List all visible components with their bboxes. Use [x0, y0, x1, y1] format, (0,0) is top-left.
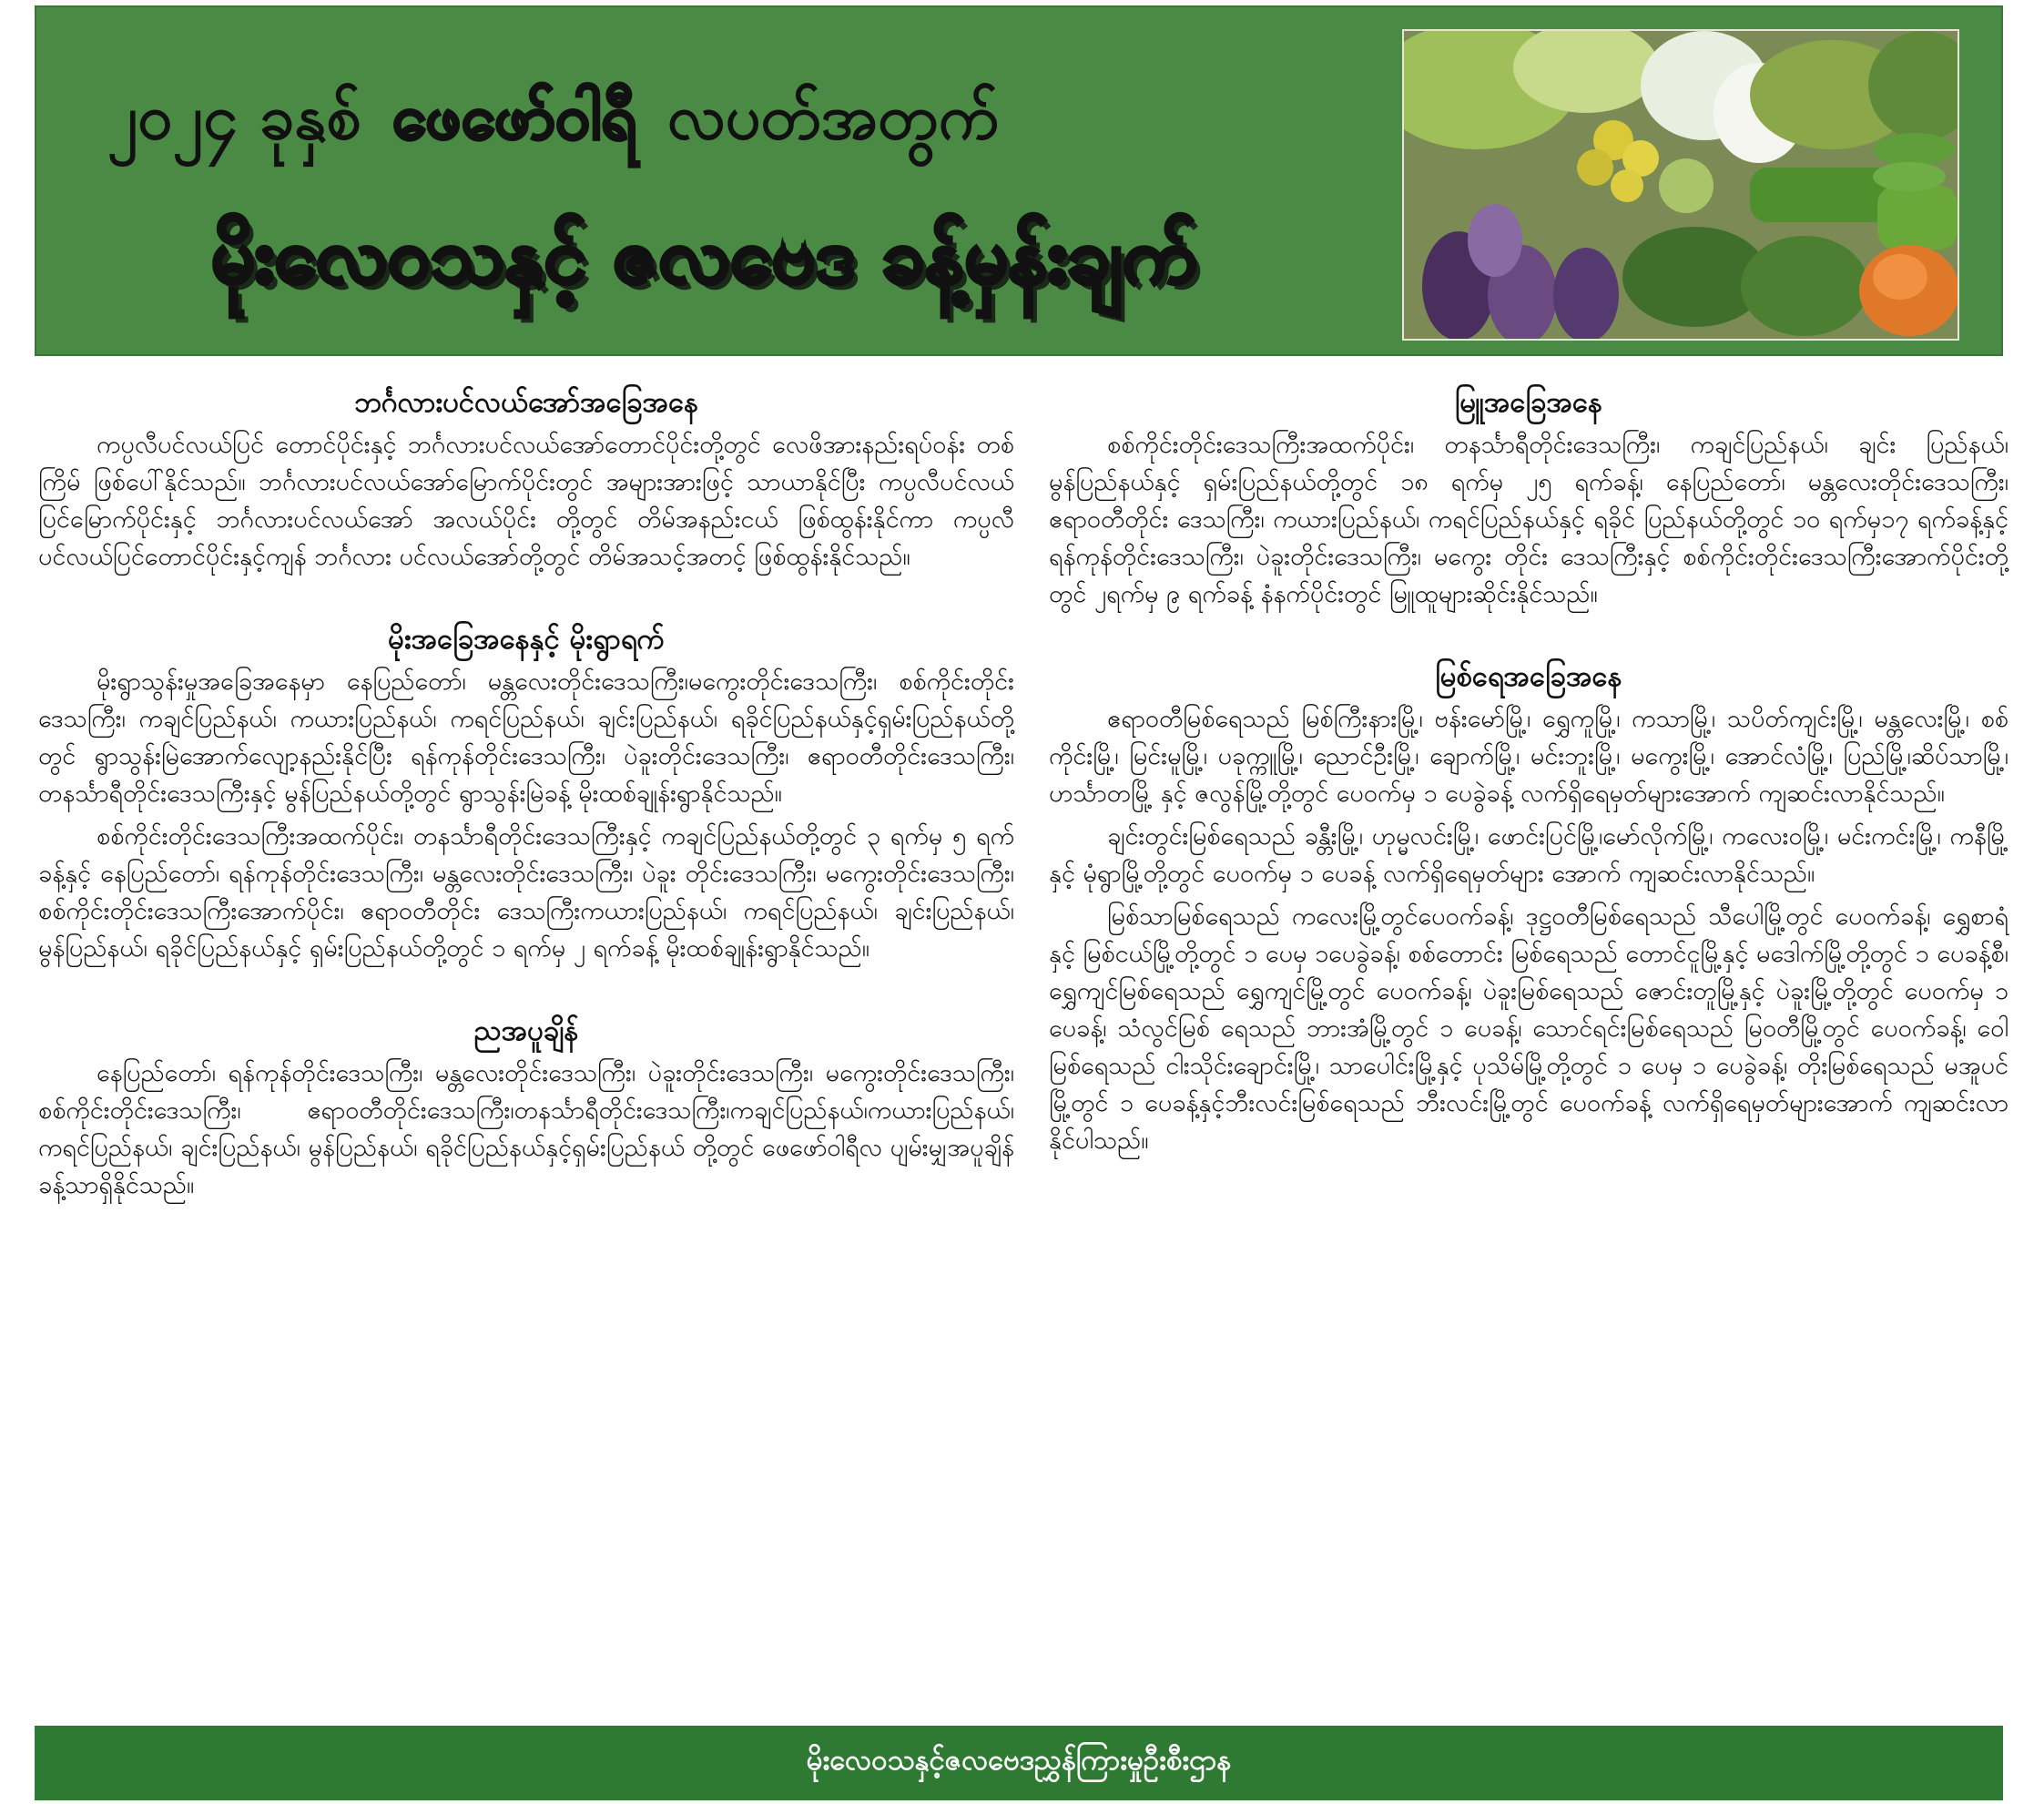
- header-banner: [35, 5, 2003, 356]
- footer-text: မိုးလေဝသနှင့်ဇလဗေဒညွှန်ကြားမှုဦးစီးဌာန: [806, 1744, 1232, 1777]
- section-heading: ဘင်္ဂလားပင်လယ်အော်အခြေအနေ: [354, 386, 698, 419]
- section-heading: မြစ်ရေအခြေအနေ: [1435, 660, 1622, 693]
- title-line-1: [107, 64, 1473, 173]
- bay-of-bengal-section: [38, 382, 1014, 576]
- river-water-section: [1049, 657, 2008, 1159]
- main-title: မိုးလေဝသနှင့် ဇလဗေဒ ခန့်မှန်းချက်: [211, 211, 1197, 301]
- title-year: ၂၀၂၄ ခုနှစ်: [107, 82, 361, 154]
- night-temperature-section: [38, 1011, 1014, 1204]
- section-heading: ညအပူချိန်: [473, 1014, 579, 1047]
- section-paragraph: ဧရာဝတီမြစ်ရေသည် မြစ်ကြီးနားမြို့၊ ဗန်းမော်မြို့၊ ရွှေကူမြို့၊ ကသာမြို့၊ သပိတ်ကျင်းမြို့၊ မန္တလေးမြို့၊ စစ်ကိုင်းမြို့၊ မြင်းမူမြို့၊ ပခုက္ကူမြို့၊ ညောင်ဦးမြို့၊ ချောက်မြို့၊ မင်းဘူးမြို့၊ မကွေးမြို့၊ အောင်လံမြို့၊ ပြည်မြို့၊ဆိပ်သာမြို့၊ ဟင်္သာတမြို့ နှင့် ဇလွန်မြို့တို့တွင် ပေဝက်မှ ၁ ပေခွဲခန့် လက်ရှိရေမှတ်များအောက် ကျဆင်းလာနိုင်သည်။: [1049, 705, 2008, 808]
- title-suffix: လပတ်အတွက်: [667, 82, 999, 154]
- section-heading: မြူအခြေအနေ: [1455, 386, 1602, 419]
- section-paragraph: စစ်ကိုင်းတိုင်းဒေသကြီးအထက်ပိုင်း၊ တနင်္သာရီတိုင်းဒေသကြီး၊ ကချင်ပြည်နယ်၊ ချင်း ပြည်နယ်၊ မွန်ပြည်နယ်နှင့် ရှမ်းပြည်နယ်တို့တွင် ၁၈ ရက်မှ ၂၅ ရက်ခန့်၊ နေပြည်တော်၊ မန္တလေးတိုင်းဒေသကြီး၊ ဧရာဝတီတိုင်း ဒေသကြီး၊ ကယားပြည်နယ်၊ ကရင်ပြည်နယ်နှင့် ရခိုင် ပြည်နယ်တို့တွင် ၁၀ ရက်မှ၁၇ ရက်ခန့်နှင့် ရန်ကုန်တိုင်းဒေသကြီး၊ ပဲခူးတိုင်းဒေသကြီး၊ မကွေး တိုင်း ဒေသကြီးနှင့် စစ်ကိုင်းတိုင်းဒေသကြီးအောက်ပိုင်းတို့တွင် ၂ရက်မှ ၉ ရက်ခန့် နံနက်ပိုင်းတွင် မြူထူများဆိုင်းနိုင်သည်။: [1049, 431, 2008, 608]
- fog-section: [1049, 382, 2008, 613]
- section-paragraph: မိုးရွာသွန်းမှုအခြေအနေမှာ နေပြည်တော်၊ မန္တလေးတိုင်းဒေသကြီး၊မကွေးတိုင်းဒေသကြီး၊ စစ်ကိုင်းတိုင်းဒေသကြီး၊ ကချင်ပြည်နယ်၊ ကယားပြည်နယ်၊ ကရင်ပြည်နယ်၊ ချင်းပြည်နယ်၊ ရခိုင်ပြည်နယ်နှင့်ရှမ်းပြည်နယ်တို့တွင် ရွာသွန်းမြဲအောက်လျော့နည်းနိုင်ပြီး ရန်ကုန်တိုင်းဒေသကြီး၊ ပဲခူးတိုင်းဒေသကြီး၊ ဧရာဝတီတိုင်းဒေသကြီး၊ တနင်္သာရီတိုင်းဒေသကြီးနှင့် မွန်ပြည်နယ်တို့တွင် ရွာသွန်းမြဲခန့် မိုးထစ်ချုန်းရွာနိုင်သည်။: [38, 668, 1014, 808]
- left-column: [38, 382, 1014, 1248]
- section-paragraph: နေပြည်တော်၊ ရန်ကုန်တိုင်းဒေသကြီး၊ မန္တလေးတိုင်းဒေသကြီး၊ ပဲခူးတိုင်းဒေသကြီး၊ မကွေးတိုင်းဒေသကြီး၊ စစ်ကိုင်းတိုင်းဒေသကြီး၊ ဧရာဝတီတိုင်းဒေသကြီး၊တနင်္သာရီတိုင်းဒေသကြီး၊ကချင်ပြည်နယ်၊ကယားပြည်နယ်၊ ကရင်ပြည်နယ်၊ ချင်းပြည်နယ်၊ မွန်ပြည်နယ်၊ ရခိုင်ပြည်နယ်နှင့်ရှမ်းပြည်နယ် တို့တွင် ဖေဖော်ဝါရီလ ပျမ်းမျှအပူချိန်ခန့်သာရှိနိုင်သည်။: [38, 1059, 1014, 1199]
- right-column: [1049, 382, 2008, 1203]
- section-paragraph: မြစ်သာမြစ်ရေသည် ကလေးမြို့တွင်ပေဝက်ခန့်၊ ဒုဋ္ဌဝတီမြစ်ရေသည် သီပေါမြို့တွင် ပေဝက်ခန့်၊ ရွှေစာရံနှင့် မြစ်ငယ်မြို့တို့တွင် ၁ ပေမှ ၁ပေခွဲခန့်၊ စစ်တောင်း မြစ်ရေသည် တောင်ငူမြို့နှင့် မဒေါက်မြို့တို့တွင် ၁ ပေခန့်စီ၊ ရွှေကျင်မြစ်ရေသည် ရွှေကျင်မြို့တွင် ပေဝက်ခန့်၊ ပဲခူးမြစ်ရေသည် ဇောင်းတူမြို့နှင့် ပဲခူးမြို့တို့တွင် ပေဝက်မှ ၁ ပေခန့်၊ သံလွင်မြစ် ရေသည် ဘားအံမြို့တွင် ၁ ပေခန့်၊ သောင်ရင်းမြစ်ရေသည် မြဝတီမြို့တွင် ပေဝက်ခန့်၊ ဝေါမြစ်ရေသည် ငါးသိုင်းချောင်းမြို့၊ သာပေါင်းမြို့နှင့် ပုသိမ်မြို့တို့တွင် ၁ ပေမှ ၁ ပေခွဲခန့်၊ တိုးမြစ်ရေသည် မအူပင်မြို့တွင် ၁ ပေခန့်နှင့်ဘီးလင်းမြစ်ရေသည် ဘီးလင်းမြို့တွင် ပေဝက်ခန့် လက်ရှိရေမှတ်များအောက် ကျဆင်းလာနိုင်ပါသည်။: [1049, 902, 2008, 1155]
- section-paragraph: ကပ္ပလီပင်လယ်ပြင် တောင်ပိုင်းနှင့် ဘင်္ဂလားပင်လယ်အော်တောင်ပိုင်းတို့တွင် လေဖိအားနည်းရပ်ဝန်း တစ်ကြိမ် ဖြစ်ပေါ်နိုင်သည်။ ဘင်္ဂလားပင်လယ်အော်မြောက်ပိုင်းတွင် အများအားဖြင့် သာယာနိုင်ပြီး ကပ္ပလီပင်လယ်ပြင်မြောက်ပိုင်းနှင့် ဘင်္ဂလားပင်လယ်အော် အလယ်ပိုင်း တို့တွင် တိမ်အနည်းငယ် ဖြစ်ထွန်းနိုင်ကာ ကပ္ပလီပင်လယ်ပြင်တောင်ပိုင်းနှင့်ကျန် ဘင်္ဂလား ပင်လယ်အော်တို့တွင် တိမ်အသင့်အတင့် ဖြစ်ထွန်းနိုင်သည်။: [38, 431, 1014, 571]
- vegetables-photo: [1402, 29, 1959, 341]
- section-paragraph: စစ်ကိုင်းတိုင်းဒေသကြီးအထက်ပိုင်း၊ တနင်္သာရီတိုင်းဒေသကြီးနှင့် ကချင်ပြည်နယ်တို့တွင် ၃ ရက်မှ ၅ ရက်ခန့်နှင့် နေပြည်တော်၊ ရန်ကုန်တိုင်းဒေသကြီး၊ မန္တလေးတိုင်းဒေသကြီး၊ ပဲခူး တိုင်းဒေသကြီး၊ မကွေးတိုင်းဒေသကြီး၊ စစ်ကိုင်းတိုင်းဒေသကြီးအောက်ပိုင်း၊ ဧရာဝတီတိုင်း ဒေသကြီးကယားပြည်နယ်၊ ကရင်ပြည်နယ်၊ ချင်းပြည်နယ်၊ မွန်ပြည်နယ်၊ ရခိုင်ပြည်နယ်နှင့် ရှမ်းပြည်နယ်တို့တွင် ၁ ရက်မှ ၂ ရက်ခန့် မိုးထစ်ချုန်းရွာနိုင်သည်။: [38, 822, 1014, 963]
- title-month: ဖေဖော်ဝါရီ: [392, 82, 637, 154]
- rainfall-section: [38, 619, 1014, 967]
- section-heading: မိုးအခြေအနေနှင့် မိုးရွာရက်: [388, 623, 665, 656]
- section-paragraph: ချင်းတွင်းမြစ်ရေသည် ခန္တီးမြို့၊ ဟုမ္မလင်းမြို့၊ ဖောင်းပြင်မြို့၊မော်လိုက်မြို့၊ ကလေးဝမြို့၊ မင်းကင်းမြို့၊ ကနီမြို့နှင့် မုံရွာမြို့တို့တွင် ပေဝက်မှ ၁ ပေခန့် လက်ရှိရေမှတ်များ အောက် ကျဆင်းလာနိုင်သည်။: [1049, 822, 2008, 888]
- footer-banner: [35, 1726, 2003, 1800]
